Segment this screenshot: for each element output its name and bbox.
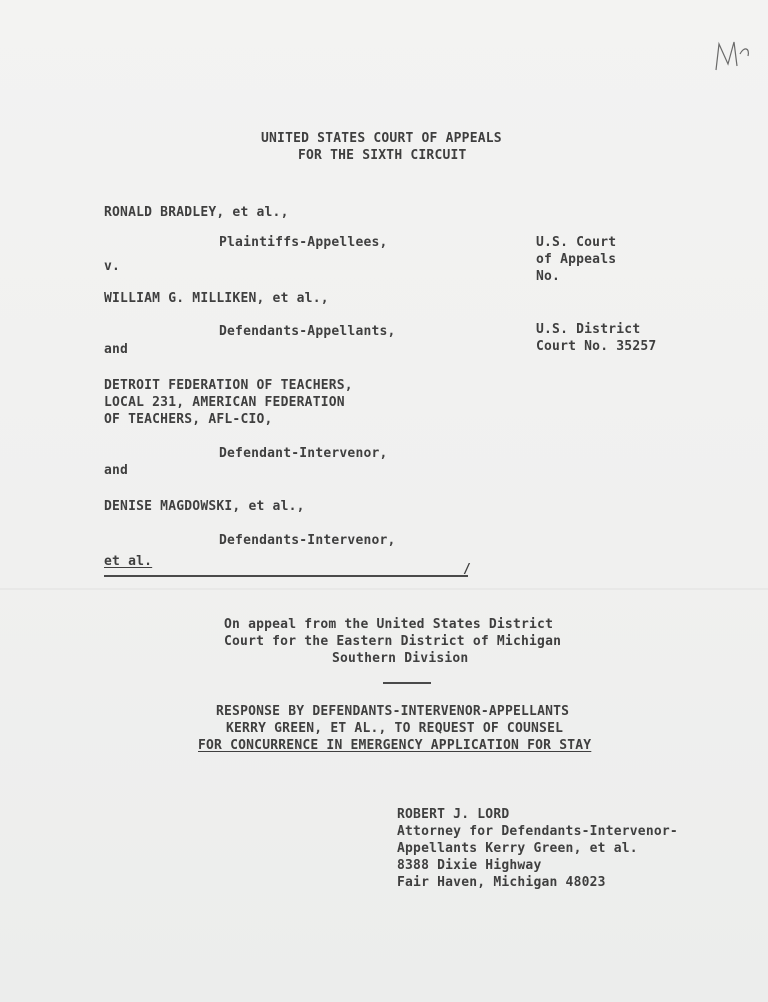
versus-label: v. [104,259,121,274]
appeals-no-line3: No. [536,269,561,284]
and-label-2: and [104,463,129,478]
party-intervenor-1-line3: OF TEACHERS, AFL-CIO, [104,412,273,427]
and-label-1: and [104,342,129,357]
court-title-line2: FOR THE SIXTH CIRCUIT [298,148,467,163]
signature-title-line2: Appellants Kerry Green, et al. [397,841,638,856]
district-no-line1: U.S. District [536,322,641,337]
appeal-line3: Southern Division [332,651,469,666]
party-intervenor-2: DENISE MAGDOWSKI, et al., [104,499,305,514]
appeal-line1: On appeal from the United States District [224,617,554,632]
appeal-line2: Court for the Eastern District of Michigan [224,634,562,649]
handwritten-initial-mark [710,34,760,74]
signature-title-line1: Attorney for Defendants-Intervenor- [397,824,678,839]
district-no-line2: Court No. 35257 [536,339,657,354]
title-line2: KERRY GREEN, ET AL., TO REQUEST OF COUNSEL [226,721,564,736]
party-plaintiff: RONALD BRADLEY, et al., [104,205,289,220]
court-title-line1: UNITED STATES COURT OF APPEALS [261,131,502,146]
title-line1: RESPONSE BY DEFENDANTS-INTERVENOR-APPELLANTS [216,704,570,719]
party-intervenor-1-line2: LOCAL 231, AMERICAN FEDERATION [104,395,345,410]
party-plaintiff-role: Plaintiffs-Appellees, [219,235,388,250]
title-line3: FOR CONCURRENCE IN EMERGENCY APPLICATION FOR STAY [198,738,592,753]
paper-fold [0,588,768,590]
party-defendant: WILLIAM G. MILLIKEN, et al., [104,291,329,306]
caption-rule [104,575,468,577]
et-al-label: et al. [104,554,153,569]
party-defendant-role: Defendants-Appellants, [219,324,396,339]
appeals-no-line2: of Appeals [536,252,617,267]
short-divider [383,682,431,684]
signature-address-line1: 8388 Dixie Highway [397,858,542,873]
signature-name: ROBERT J. LORD [397,807,510,822]
party-intervenor-2-role: Defendants-Intervenor, [219,533,396,548]
party-intervenor-1-role: Defendant-Intervenor, [219,446,388,461]
party-intervenor-1-line1: DETROIT FEDERATION OF TEACHERS, [104,378,353,393]
appeals-no-line1: U.S. Court [536,235,617,250]
signature-address-line2: Fair Haven, Michigan 48023 [397,875,606,890]
caption-slash: / [463,562,472,577]
